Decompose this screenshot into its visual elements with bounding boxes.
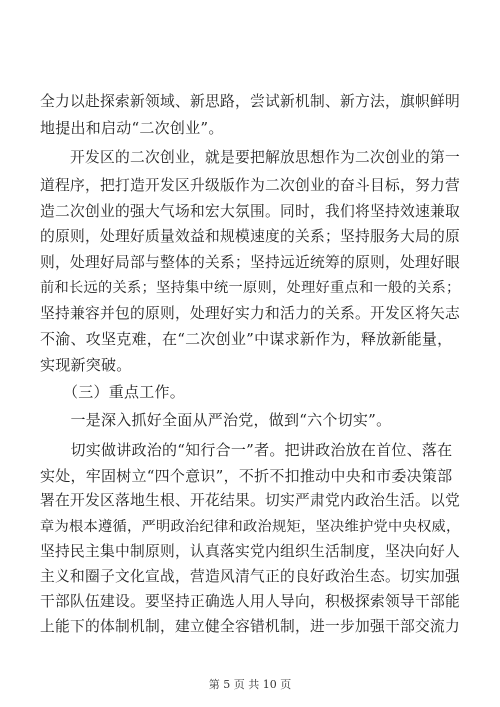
text-line: 实现新突破。 bbox=[40, 356, 132, 374]
page-footer: 第 5 页 共 10 页 bbox=[208, 678, 292, 691]
text-line: 地提出和启动“二次创业”。 bbox=[40, 119, 224, 137]
text-line: 坚持民主集中制原则，认真落实党内组织生活制度，坚决向好人 bbox=[40, 543, 460, 560]
text-line: 上能下的体制机制，建立健全容错机制，进一步加强干部交流力 bbox=[40, 618, 460, 635]
text-line: 切实做讲政治的“知行合一”者。把讲政治放在首位、落在 bbox=[40, 441, 453, 459]
text-line: 干部队伍建设。要坚持正确选人用人导向，积极探索领导干部能 bbox=[40, 593, 460, 610]
text-line: 章为根本遵循，严明政治纪律和政治规矩，坚决维护党中央权威， bbox=[40, 519, 461, 535]
text-line: 则，处理好局部与整体的关系；坚持远近统筹的原则，处理好眼 bbox=[40, 254, 460, 271]
text-line: 实处，牢固树立“四个意识”，不折不扣推动中央和市委决策部 bbox=[40, 467, 453, 485]
section-heading: （三）重点工作。 bbox=[40, 383, 186, 401]
text-line: 道程序，把打造开发区升级版作为二次创业的奋斗目标，努力营 bbox=[40, 177, 460, 194]
text-line: 开发区的二次创业，就是要把解放思想作为二次创业的第一 bbox=[40, 149, 460, 166]
text-line: 主义和圈子文化宣战，营造风清气正的良好政治生态。切实加强 bbox=[40, 568, 460, 585]
text-line: 全力以赴探索新领域、新思路，尝试新机制、新方法，旗帜鲜明 bbox=[40, 93, 460, 110]
text-line: 的原则，处理好质量效益和规模速度的关系；坚持服务大局的原 bbox=[40, 228, 460, 245]
text-line: 坚持兼容并包的原则，处理好实力和活力的关系。开发区将矢志 bbox=[40, 305, 460, 322]
text-line: 一是深入抓好全面从严治党，做到“六个切实”。 bbox=[40, 411, 392, 429]
text-line: 署在开发区落地生根、开花结果。切实严肃党内政治生活。以党 bbox=[40, 492, 460, 509]
text-line: 造二次创业的强大气场和宏大氛围。同时，我们将坚持效速兼取 bbox=[40, 203, 460, 220]
text-line: 前和长远的关系；坚持集中统一原则，处理好重点和一般的关系； bbox=[40, 280, 461, 296]
text-line: 不渝、攻坚克难，在“二次创业”中谋求新作为，释放新能量， bbox=[40, 330, 453, 348]
